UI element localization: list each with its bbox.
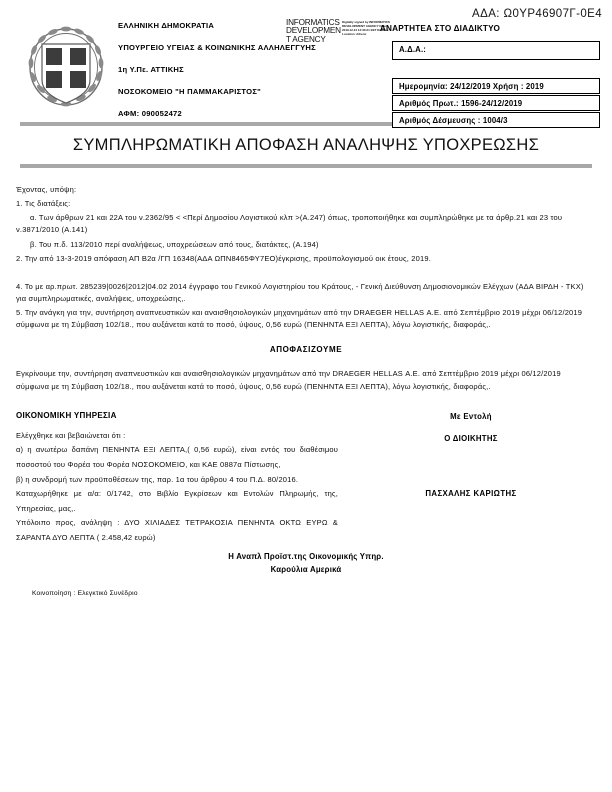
ada-field-box: Α.Δ.Α.: [392,41,600,60]
finance-officer-role: Η Αναπλ Προϊστ.της Οικονομικής Υπηρ. [228,551,384,561]
intro-text: Έχοντας, υπόψη: [16,185,77,194]
ada-header-group [302,8,602,33]
by-order-label: Με Εντολή [450,411,492,421]
document-header [0,0,612,125]
org-line-republic: ΕΛΛΗΝΙΚΗ ΔΗΜΟΚΡΑΤΙΑ [118,21,215,30]
date-field-box: Ημερομηνία: 24/12/2019 Χρήση : 2019 [392,78,600,94]
clause-1: 1. Τις διατάξεις: [16,199,71,209]
clause-5: 5. Την ανάγκη για την, συντήρηση αναπνευστικών και αναισθησιολογικών μηχανημάτων από την DRAEGER HELLAS Α.Ε. από Σεπτέμβριο 2019 μέχρι 06/12/2019 σύμφωνα με τη Σύμβαση 102/18., που αυξάνεται κατά το ποσό, ύψους, 0,56 ευρώ (ΠΕΝΗΝΤΑ ΕΞΙ ΛΕΠΤΑ), λόγω λογιστικής, διαφοράς,. [16,308,583,330]
stamp-detail-text: Digitally signed by INFORMATICS DEVELOPMENT AGENCY Date: 2019.12.24 12:33:21 EET Reason: Location: Athens [342,20,390,37]
administrator-signature-column [346,411,596,546]
administrator-role: Ο ΔΙΟΙΚΗΤΗΣ [444,433,498,443]
org-line-health-region: 1η Υ.Πε. ΑΤΤΙΚΗΣ [118,65,184,75]
signature-columns [16,411,596,546]
finance-officer-name: Καρούλια Αμερικά [270,565,342,575]
org-line-ministry: ΥΠΟΥΡΓΕΙΟ ΥΓΕΙΑΣ & ΚΟΙΝΩΝΙΚΗΣ ΑΛΛΗΛΕΓΓΥΗΣ [118,43,316,53]
protocol-number-box: Αριθμός Πρωτ.: 1596-24/12/2019 [392,95,600,111]
clause-1b: β. Του π.δ. 113/2010 περί αναλήψεως, υποχρεώσεων από τους, διατάκτες, (Α.194) [30,239,319,249]
org-line-vat-number: ΑΦΜ: 090052472 [118,109,182,119]
clause-1a: α. Των άρθρων 21 και 22Α του ν.2362/95 < <Περί Δημοσίου Λογιστικού κλπ >(Α.247) όπως, τροποποιήθηκε και συμπληρώθηκε με τα άρθρ.21 και 23 του ν.3871/2010 (Α.141) [16,213,563,235]
financial-service-heading: ΟΙΚΟΝΟΜΙΚΗ ΥΠΗΡΕΣΙΑ [16,410,117,420]
financial-checked-line: Ελέγχθηκε και βεβαιώνεται ότι : [16,430,126,440]
financial-registered-line: Καταχωρήθηκε με α/α: 0/1742, στο Βιβλίο Εγκρίσεων και Εντολών Πληρωμής, της, Υπηρεσίας, μας,. [16,489,338,513]
financial-service-column [16,411,346,546]
financial-balance-line: Υπόλοιπο προς, ανάληψη : ΔΥΟ ΧΙΛΙΑΔΕΣ ΤΕΤΡΑΚΟΣΙΑ ΠΕΝΗΝΤΑ ΟΚΤΩ ΕΥΡΩ & ΣΑΡΑΝΤΑ ΔΥΟ ΛΕΠΤΑ ( 2.458,42 ευρώ) [16,518,338,543]
document-body [0,168,612,597]
clause-4: 4. Το με αρ.πρωτ. 285239|0026|2012|04.02 2014 έγγραφο του Γενικού Λογιστηρίου του Κράτους, - Γενική Διεύθυνση Δημοσιονομικών Ελέγχων (ΑΔΑ ΒΙΡΔΗ - ΤΚΧ) για συμπληρωματικές, αναλήψεις, υποχρεώσης,. [16,281,584,303]
financial-line-a: α) η ανωτέρω δαπάνη ΠΕΝΗΝΤΑ ΕΞΙ ΛΕΠΤΑ,( 0,56 ευρώ), είναι εντός του διαθέσιμου ποσοστού του Φορέα του Φορέα ΝΟΣΟΚΟΜΕΙΟ, και ΚΑΕ 0887α Πίστωσης, [16,445,338,469]
financial-line-b: β) η συνδρομή των προϋποθέσεων της, παρ. 1α του άρθρου 4 του Π.Δ. 80/2016. [16,474,299,484]
notification-line: Κοινοποίηση : Ελεγκτικό Συνέδριο [32,589,138,597]
finance-officer-signature [16,550,596,577]
org-line-hospital: ΝΟΣΟΚΟΜΕΙΟ "Η ΠΑΜΜΑΚΑΡΙΣΤΟΣ" [118,87,261,97]
stamp-line-development: DEVELOPMEN [286,26,341,36]
clause-2: 2. Την από 13-3-2019 απόφαση ΑΠ Β2α /ΓΠ 16348(ΑΔΑ ΩΠΝ8465ΦΥ7ΕΟ)έγκρισης, προϋπολογισμού οικ έτους, 2019. [16,253,431,263]
page-title: ΣΥΜΠΛΗΡΩΜΑΤΙΚΗ ΑΠΟΦΑΣΗ ΑΝΑΛΗΨΗΣ ΥΠΟΧΡΕΩΣΗΣ [72,136,540,154]
decide-heading: ΑΠΟΦΑΣΙΖΟΥΜΕ [269,345,343,355]
greek-coat-of-arms-emblem [22,18,110,116]
stamp-line-agency: T AGENCY [286,34,326,44]
administrator-name: ΠΑΣΧΑΛΗΣ ΚΑΡΙΩΤΗΣ [425,488,517,498]
decision-text: Εγκρίνουμε την, συντήρηση αναπνευστικών και αναισθησιολογικών μηχανημάτων από την DRAEGER HELLAS Α.Ε. από Σεπτέμβριο 2019 μέχρι 06/12/2019 σύμφωνα με τη Σύμβαση 102/18., που αυξάνεται κατά το ποσό, ύψους, 0,56 ευρώ (ΠΕΝΗΝΤΑ ΕΞΙ ΛΕΠΤΑ), λόγω λογιστικής, διαφοράς,. [16,369,561,391]
stamp-line-informatics: INFORMATICS [286,18,340,27]
commitment-number-box: Αριθμός Δέσμευσης : 1004/3 [392,112,600,128]
ada-subtitle: ΑΝΑΡΤΗΤΕΑ ΣΤΟ ΔΙΑΔΙΚΤΥΟ [379,23,501,33]
ada-code: ΑΔΑ: Ω0ΥΡ46907Γ-0Ε4 [472,8,602,20]
